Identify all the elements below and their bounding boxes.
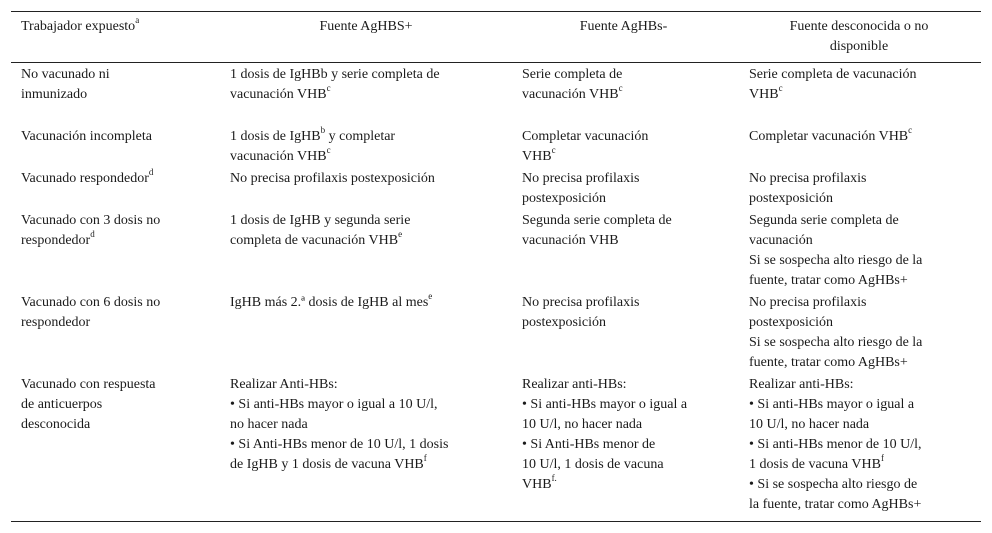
table-row-source-unknown: Realizar anti-HBs: • Si anti-HBs mayor o igual a 10 U/l, no hacer nada • Si anti-HBs menor de 10 U/l, 1 dosis de vacuna VHB$^f$ • Si se sospecha alto riesgo de la fuente, tratar como AgHBs+: [749, 377, 922, 512]
table-row-worker: Vacunación incompleta: [21, 129, 153, 144]
table-row-worker: Vacunado con respuesta de anticuerpos desconocida: [21, 377, 156, 432]
table-row-source-positive: 1 dosis de IgHBb y serie completa de vacunación VHB$^c$: [230, 67, 440, 102]
table-row-source-unknown: Completar vacunación VHB$^c$: [749, 125, 913, 144]
table-row-worker: Vacunado con 3 dosis no respondedor$^d$: [21, 213, 161, 248]
table-row-source-negative: Realizar anti-HBs: • Si anti-HBs mayor o igual a 10 U/l, no hacer nada • Si Anti-HBs menor de 10 U/l, 1 dosis de vacuna $VHB^{f.}$: [522, 377, 688, 492]
table-row-source-unknown: No precisa profilaxis postexposición: [749, 171, 867, 206]
table-row-worker: Vacunado respondedor$^d$: [21, 167, 154, 186]
table-row-source-unknown: Segunda serie completa de vacunación Si se sospecha alto riesgo de la fuente, tratar como AgHBs+: [749, 213, 923, 288]
table-row-source-positive: 1 dosis de IgHB y segunda serie completa de vacunación VHB$^e$: [230, 213, 411, 248]
header-worker: Trabajador expuesto$^a$: [21, 15, 140, 34]
table-row-source-positive: 1 dosis de IgHB$^b$ y completar vacunación VHB$^c$: [230, 125, 396, 164]
table-row-source-unknown: Serie completa de vacunación VHB$^c$: [749, 67, 917, 102]
header-bottom-rule: [11, 62, 981, 63]
header-source-unknown: Fuente desconocida o no disponible: [789, 19, 929, 54]
table-row-worker: No vacunado ni inmunizado: [21, 67, 110, 102]
table-row-source-positive: No precisa profilaxis postexposición: [230, 171, 435, 186]
table-top-rule: [11, 11, 981, 12]
table-row-source-negative: Serie completa de vacunación VHB$^c$: [522, 67, 623, 102]
table-row-source-negative: Completar vacunación VHB$^c$: [522, 129, 649, 164]
table-bottom-rule: [11, 521, 981, 522]
table-row-source-unknown: No precisa profilaxis postexposición Si se sospecha alto riesgo de la fuente, tratar como AgHBs+: [749, 295, 923, 370]
table-row-source-negative: No precisa profilaxis postexposición: [522, 171, 640, 206]
table-row-worker: Vacunado con 6 dosis no respondedor: [21, 295, 161, 330]
table-row-source-negative: Segunda serie completa de vacunación VHB: [522, 213, 672, 248]
table-row-source-positive: IgHB más 2.ª dosis de IgHB al mes$^e$: [230, 291, 433, 310]
header-source-positive: Fuente AgHBS+: [319, 19, 413, 34]
table-row-source-negative: No precisa profilaxis postexposición: [522, 295, 640, 330]
header-source-negative: Fuente AgHBs-: [579, 19, 668, 34]
table-row-source-positive: Realizar Anti-HBs: • Si anti-HBs mayor o igual a 10 U/l, no hacer nada • Si Anti-HBs menor de 10 U/l, 1 dosis de IgHB y 1 dosis de vacuna VHB$^f$: [230, 377, 449, 472]
